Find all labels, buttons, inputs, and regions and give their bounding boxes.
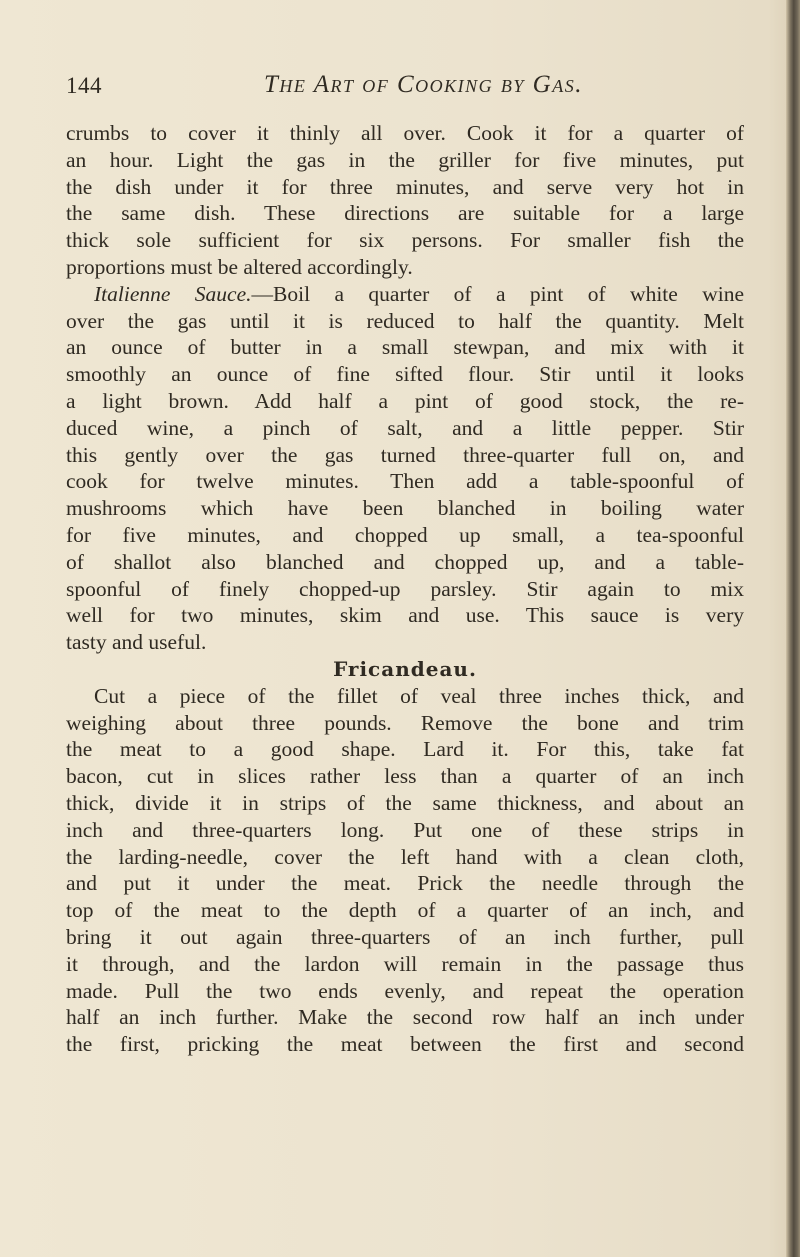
text-line: spoonful of finely chopped-up parsley. Stir again to mix [66, 576, 744, 601]
page-edge-shadow [786, 0, 800, 1257]
text-line: a light brown. Add half a pint of good stock, the re- [66, 388, 744, 413]
text-line: mushrooms which have been blanched in boiling water [66, 496, 744, 521]
text-span: —Boil a quarter of a pint of white wine [251, 281, 744, 306]
text-line: the larding-needle, cover the left hand with a clean cloth, [66, 844, 744, 869]
recipe-title-italienne-sauce: Italienne Sauce. [94, 281, 252, 306]
text-line: bring it out again three-quarters of an inch further, pull [66, 924, 744, 949]
text-line: Cut a piece of the fillet of veal three inches thick, and [94, 683, 744, 708]
text-line: cook for twelve minutes. Then add a table-spoonful of [66, 469, 744, 494]
text-line: crumbs to cover it thinly all over. Cook it for a quarter of [66, 121, 744, 145]
text-line: inch and three-quarters long. Put one of these strips in [66, 817, 744, 842]
text-line: tasty and useful. [66, 630, 207, 655]
text-line: for five minutes, and chopped up small, a tea-spoonful [66, 522, 744, 547]
text-line: made. Pull the two ends evenly, and repeat the operation [66, 978, 744, 1003]
text-line: proportions must be altered accordingly. [66, 254, 413, 279]
text-line: and put it under the meat. Prick the needle through the [66, 871, 744, 896]
text-line: half an inch further. Make the second row half an inch under [66, 1005, 744, 1030]
text-line: top of the meat to the depth of a quarter of an inch, and [66, 898, 744, 923]
text-line: an ounce of butter in a small stewpan, and mix with it [66, 335, 744, 360]
text-line: the meat to a good shape. Lard it. For this, take fat [66, 737, 744, 762]
section-heading-fricandeau: Fricandeau. [333, 656, 477, 681]
running-title: The Art of Cooking by Gas. [264, 71, 583, 98]
text-line: it through, and the lardon will remain in the passage thus [66, 951, 744, 976]
text-line: thick, divide it in strips of the same thickness, and about an [66, 790, 744, 815]
text-line: the same dish. These directions are suitable for a large [66, 201, 744, 226]
text-line: the dish under it for three minutes, and serve very hot in [66, 174, 744, 199]
text-line: duced wine, a pinch of salt, and a little pepper. Stir [66, 415, 744, 440]
text-line: this gently over the gas turned three-quarter full on, and [66, 442, 744, 467]
text-line: of shallot also blanched and chopped up, and a table- [66, 549, 744, 574]
page-header [66, 73, 746, 105]
text-line: the first, pricking the meat between the first and second [66, 1032, 744, 1057]
body-text [66, 120, 744, 1058]
page-number: 144 [66, 73, 102, 98]
text-line: over the gas until it is reduced to half the quantity. Melt [66, 308, 744, 333]
text-line: well for two minutes, skim and use. This sauce is very [66, 603, 744, 628]
text-line: smoothly an ounce of fine sifted flour. Stir until it looks [66, 362, 744, 387]
text-line: bacon, cut in slices rather less than a quarter of an inch [66, 764, 744, 789]
text-line: an hour. Light the gas in the griller for five minutes, put [66, 147, 744, 172]
text-line: weighing about three pounds. Remove the bone and trim [66, 710, 744, 735]
recipe-italienne-sauce-first-line [66, 281, 744, 308]
text-line: thick sole sufficient for six persons. For smaller fish the [66, 228, 744, 253]
